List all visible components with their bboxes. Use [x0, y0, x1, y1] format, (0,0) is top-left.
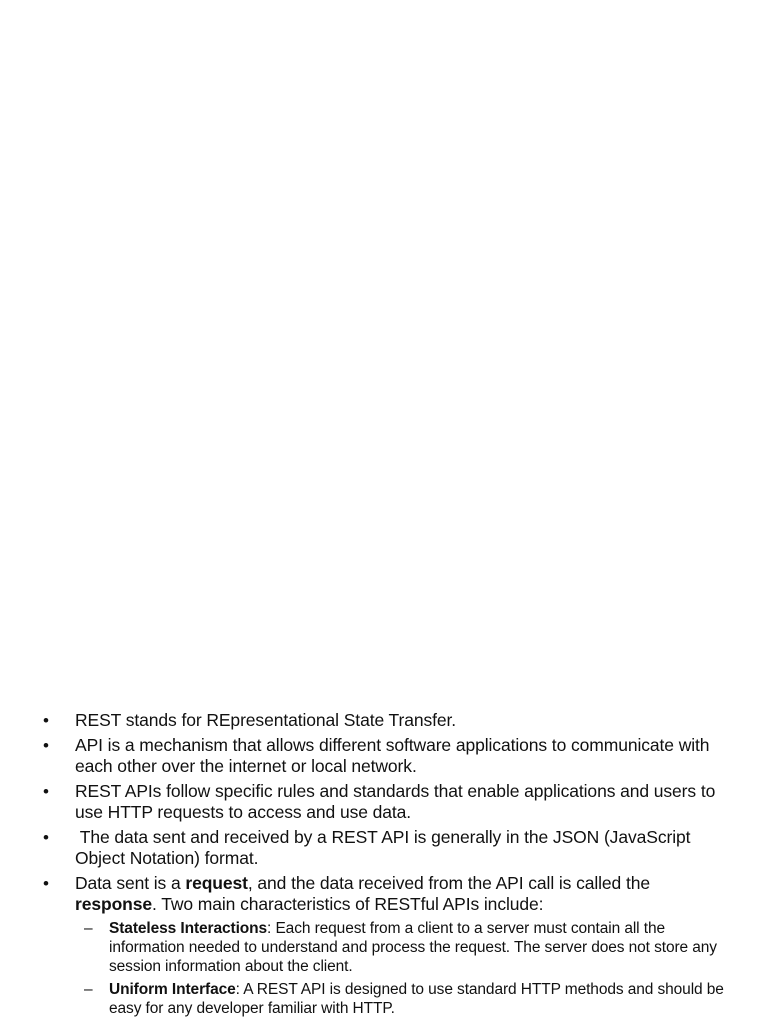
sub-bullet-title: Stateless Interactions	[109, 920, 268, 937]
sub-bullet-stateless	[40, 919, 730, 976]
bullet-marker: •	[43, 711, 49, 730]
bullet-text-part: . Two main characteristics of RESTful APIs include:	[152, 894, 544, 914]
dash-marker: –	[84, 920, 93, 937]
bullet-text-part: Data sent is a	[75, 873, 186, 893]
sub-bullet-uniform-interface	[40, 980, 730, 1018]
bullet-marker: •	[43, 736, 49, 755]
sub-bullet-text: : Each request from a client to a server must contain all the information needed to understand and process the request. The server does not store any session information about the client.	[109, 920, 717, 975]
bullet-item-request-response	[40, 873, 730, 915]
bullet-item-rest-definition	[40, 710, 730, 731]
bullet-text: API is a mechanism that allows different software applications to communicate with each other over the internet or local network.	[75, 735, 710, 776]
bullet-text: The data sent and received by a REST API is generally in the JSON (JavaScript Object Notation) format.	[75, 827, 696, 868]
bullet-item-json-format	[40, 827, 730, 869]
request-term: request	[185, 873, 248, 893]
bullet-marker: •	[43, 874, 49, 893]
bullet-text-part: , and the data received from the API call is called the	[247, 873, 650, 893]
bullet-text: REST stands for REpresentational State Transfer.	[75, 710, 457, 730]
bullet-marker: •	[43, 828, 49, 847]
sub-bullet-title: Uniform Interface	[109, 981, 236, 998]
bullet-item-rest-rules	[40, 781, 730, 823]
sub-bullet-text: : A REST API is designed to use standard HTTP methods and should be easy for any developer familiar with HTTP.	[109, 981, 724, 1017]
response-term: response	[75, 894, 153, 914]
dash-marker: –	[84, 981, 93, 998]
bullet-marker: •	[43, 782, 49, 801]
bullet-text: REST APIs follow specific rules and standards that enable applications and users to use HTTP requests to access and use data.	[75, 781, 716, 822]
notes-list	[40, 710, 730, 1022]
bullet-item-api-definition	[40, 735, 730, 777]
